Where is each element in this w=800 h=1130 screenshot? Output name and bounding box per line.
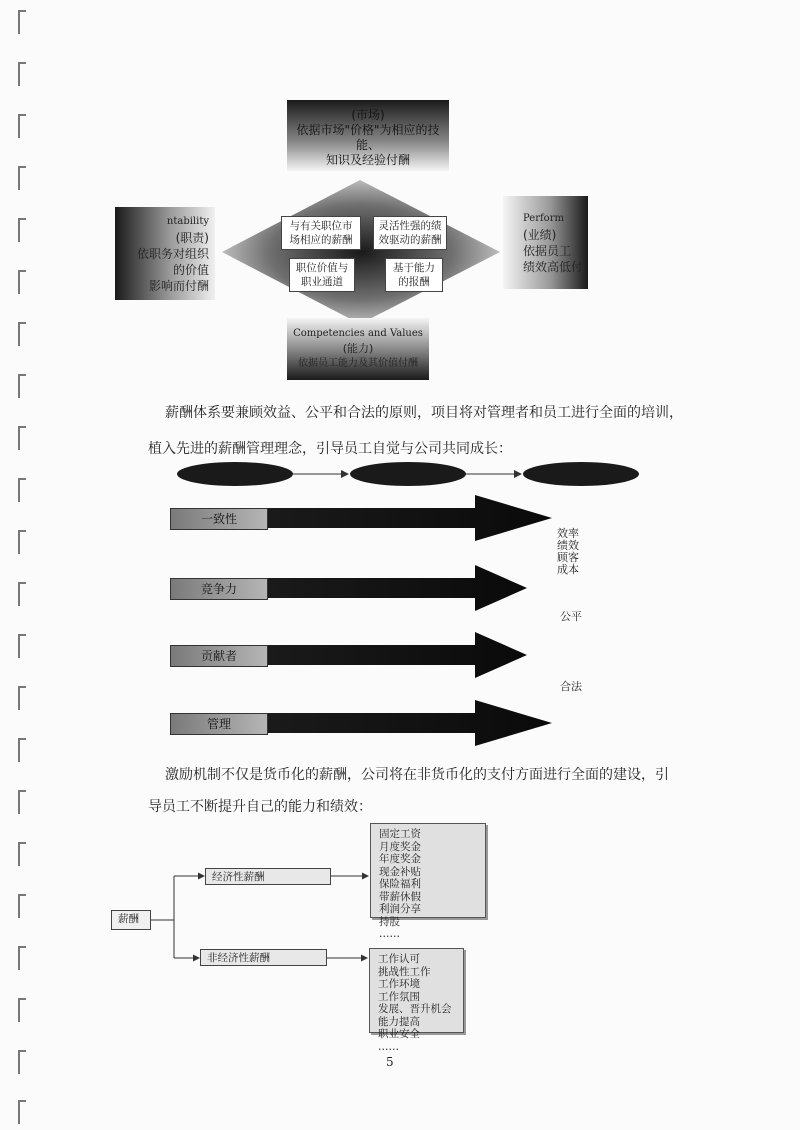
performance-box xyxy=(503,196,588,289)
list-item: 职业安全 xyxy=(378,1028,420,1040)
binding-mark xyxy=(18,1100,26,1124)
list-item: 工作氛围 xyxy=(378,990,420,1003)
list-item: 发展、晋升机会 xyxy=(378,1003,452,1015)
inner-line: 的报酬 xyxy=(398,276,430,288)
bar-label-consistency: 一致性 xyxy=(170,508,268,530)
term: 顾客 xyxy=(557,551,579,564)
binding-mark xyxy=(18,426,26,450)
competency-pay-box xyxy=(385,258,443,292)
market-box xyxy=(287,100,449,171)
paragraph-line: 薪酬体系要兼顾效益、公平和合法的原则，项目将对管理者和员工进行全面的培训， xyxy=(165,405,683,421)
list-item: 利润分享 xyxy=(379,903,421,915)
arrow-consistency xyxy=(268,495,552,541)
list-item: 工作认可 xyxy=(378,953,420,965)
arrow-contributor xyxy=(268,632,527,678)
term: 成本 xyxy=(557,563,579,576)
list-item: …… xyxy=(378,1040,399,1053)
list-item: 能力提高 xyxy=(378,1015,420,1028)
inner-line: 与有关职位市 xyxy=(289,220,353,232)
accountability-line: 的价值 xyxy=(172,262,209,277)
list-item: 现金补贴 xyxy=(379,865,421,878)
arrow-management xyxy=(268,700,552,746)
bar-label-management: 管理 xyxy=(170,713,268,735)
legality-label: 合法 xyxy=(560,680,582,693)
list-item: 持股 xyxy=(379,915,400,928)
job-value-box xyxy=(289,258,355,292)
market-line: 依据市场"价格"为相应的技能、 xyxy=(296,123,440,152)
competencies-box xyxy=(287,318,429,380)
stage-ellipse xyxy=(350,462,466,486)
inner-line: 场相应的薪酬 xyxy=(289,234,353,246)
competencies-title: Competencies and Values xyxy=(293,328,423,339)
term: 绩效 xyxy=(557,539,579,552)
inner-line: 基于能力 xyxy=(393,262,435,274)
accountability-line: 影响而付酬 xyxy=(148,278,209,293)
inner-line: 效驱动的薪酬 xyxy=(378,234,442,246)
economic-box: 经济性薪酬 xyxy=(205,868,331,885)
market-line: 知识及经验付酬 xyxy=(325,153,410,167)
paragraph-line: 导员工不断提升自己的能力和绩效： xyxy=(148,799,372,815)
list-item: 挑战性工作 xyxy=(378,965,431,978)
list-item: …… xyxy=(379,928,400,940)
accountability-line: 依职务对组织 xyxy=(136,246,209,261)
accountability-title: ntability xyxy=(166,215,209,227)
binding-mark xyxy=(18,790,26,814)
market-pay-box xyxy=(281,216,361,250)
list-item: 带薪休假 xyxy=(379,890,421,903)
stage-ellipse xyxy=(177,462,293,486)
page-number: 5 xyxy=(386,1055,394,1069)
fairness-label: 公平 xyxy=(560,610,582,623)
paragraph-line: 植入先进的薪酬管理理念，引导员工自觉与公司共同成长： xyxy=(148,441,512,457)
list-item: 年度奖金 xyxy=(379,853,421,865)
arrow-competitiveness xyxy=(268,565,527,611)
list-item: 工作环境 xyxy=(378,978,420,990)
list-item: 保险福利 xyxy=(379,878,421,890)
paragraph-line: 激励机制不仅是货币化的薪酬，公司将在非货币化的支付方面进行全面的建设，引 xyxy=(165,767,669,783)
list-item: 固定工资 xyxy=(379,828,421,840)
arrow-diagram xyxy=(0,455,800,755)
bar-label-contributor: 贡献者 xyxy=(170,645,268,667)
performance-line: 依据员工 xyxy=(523,243,572,258)
bar-label-competitiveness: 竞争力 xyxy=(170,578,268,600)
inner-line: 职业通道 xyxy=(301,276,343,288)
competencies-line: 依据员工能力及其价值付酬 xyxy=(298,358,418,369)
inner-line: 职位价值与 xyxy=(295,262,349,274)
performance-line: 绩效高低付 xyxy=(523,259,584,274)
performance-line: (业绩) xyxy=(523,227,557,242)
diamond xyxy=(222,180,500,324)
noneconomic-box: 非经济性薪酬 xyxy=(200,949,327,966)
efficiency-terms xyxy=(557,528,579,576)
competencies-line: (能力) xyxy=(342,342,374,355)
performance-title: Perform xyxy=(523,212,564,224)
economic-items-list xyxy=(370,823,486,940)
noneconomic-items-list xyxy=(369,948,464,1053)
root-box: 薪酬 xyxy=(111,910,151,930)
market-title: (市场) xyxy=(351,108,385,122)
stage-ellipse xyxy=(523,462,639,486)
performance-pay-box xyxy=(373,216,447,250)
list-item: 月度奖金 xyxy=(379,840,421,853)
binding-mark xyxy=(18,1050,26,1074)
accountability-box xyxy=(115,207,215,300)
inner-line: 灵活性强的绩 xyxy=(378,220,442,232)
accountability-line: (职责) xyxy=(175,230,209,245)
term: 效率 xyxy=(557,527,579,540)
